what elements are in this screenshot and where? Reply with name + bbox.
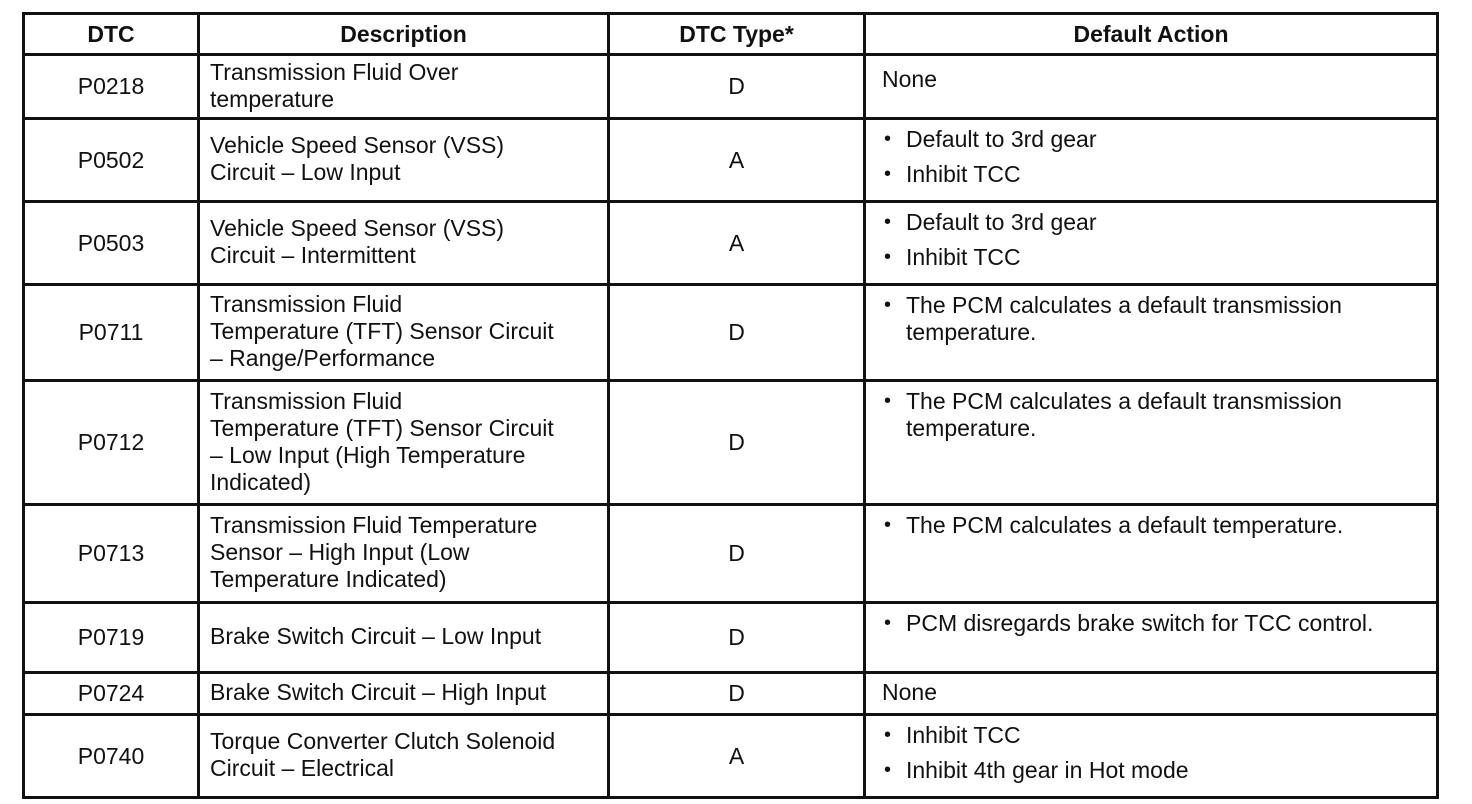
dtc-code: P0503 [24,202,199,285]
description-line: Transmission Fluid [210,387,403,414]
description-line: Torque Converter Clutch Solenoid [210,728,556,754]
table-row [24,285,1438,381]
dtc-type: D [609,603,865,673]
dtc-code: P0719 [24,603,199,673]
dtc-description [199,55,609,119]
dtc-code: P0711 [24,285,199,381]
action-list [882,292,1426,346]
table-row [24,55,1438,119]
description-line: Vehicle Speed Sensor (VSS) [210,132,505,158]
description-line: Transmission Fluid Temperature [210,512,538,538]
dtc-description [199,603,609,673]
action-text: None [882,66,937,92]
action-list [882,126,1426,188]
action-item: • The PCM calculates a default temperature. [882,512,1426,539]
action-list [882,388,1426,442]
dtc-description [199,673,609,715]
action-item: • Inhibit 4th gear in Hot mode [882,757,1426,784]
dtc-code: P0724 [24,673,199,715]
action-list [882,209,1426,271]
action-item: • Inhibit TCC [882,244,1426,271]
dtc-description [199,381,609,505]
header-default-action: Default Action [865,14,1438,55]
description-line: Transmission Fluid Over [210,58,459,85]
dtc-code: P0218 [24,55,199,119]
description-line: Vehicle Speed Sensor (VSS) [210,215,505,241]
dtc-type: D [609,55,865,119]
table-row [24,715,1438,798]
dtc-description [199,119,609,202]
action-list [882,610,1426,637]
default-action [865,381,1438,505]
dtc-type: A [609,202,865,285]
dtc-code: P0502 [24,119,199,202]
action-item: • Inhibit TCC [882,161,1426,188]
default-action [865,673,1438,715]
default-action [865,202,1438,285]
description-line: – Range/Performance [210,345,436,371]
default-action [865,505,1438,603]
header-dtc-type: DTC Type* [609,14,865,55]
table-row [24,202,1438,285]
dtc-table [22,12,1439,799]
action-item: • Inhibit TCC [882,722,1426,749]
dtc-type: A [609,119,865,202]
description-line: Transmission Fluid [210,291,403,317]
description-line: Indicated) [210,468,312,495]
action-list [882,722,1426,784]
table-row [24,381,1438,505]
table-body [24,55,1438,798]
dtc-code: P0713 [24,505,199,603]
dtc-type: D [609,673,865,715]
dtc-type: D [609,381,865,505]
description-line: Temperature (TFT) Sensor Circuit [210,318,554,344]
description-line: Temperature (TFT) Sensor Circuit [210,414,554,441]
action-item: • The PCM calculates a default transmission temperature. [882,388,1426,442]
dtc-code: P0712 [24,381,199,505]
table-header-row [24,14,1438,55]
description-line: – Low Input (High Temperature [210,441,526,468]
dtc-type: A [609,715,865,798]
dtc-type: D [609,505,865,603]
description-line: Circuit – Electrical [210,755,395,781]
table-row [24,119,1438,202]
dtc-description [199,715,609,798]
table-row [24,603,1438,673]
default-action [865,55,1438,119]
action-text: None [882,679,937,705]
action-list [882,512,1426,539]
header-description: Description [199,14,609,55]
dtc-description [199,505,609,603]
dtc-code: P0740 [24,715,199,798]
table-row [24,505,1438,603]
action-item: • PCM disregards brake switch for TCC control. [882,610,1426,637]
header-dtc: DTC [24,14,199,55]
action-item: • Default to 3rd gear [882,126,1426,153]
description-line: Sensor – High Input (Low [210,539,470,565]
default-action [865,119,1438,202]
table-row [24,673,1438,715]
default-action [865,603,1438,673]
action-item: • Default to 3rd gear [882,209,1426,236]
description-line: Brake Switch Circuit – Low Input [210,623,542,649]
description-line: temperature [210,85,335,112]
dtc-description [199,285,609,381]
default-action [865,285,1438,381]
dtc-description [199,202,609,285]
description-line: Circuit – Intermittent [210,242,416,268]
description-line: Brake Switch Circuit – High Input [210,679,547,705]
action-item: • The PCM calculates a default transmission temperature. [882,292,1426,346]
description-line: Circuit – Low Input [210,159,401,185]
dtc-document [22,12,1436,799]
dtc-type: D [609,285,865,381]
description-line: Temperature Indicated) [210,566,447,592]
default-action [865,715,1438,798]
